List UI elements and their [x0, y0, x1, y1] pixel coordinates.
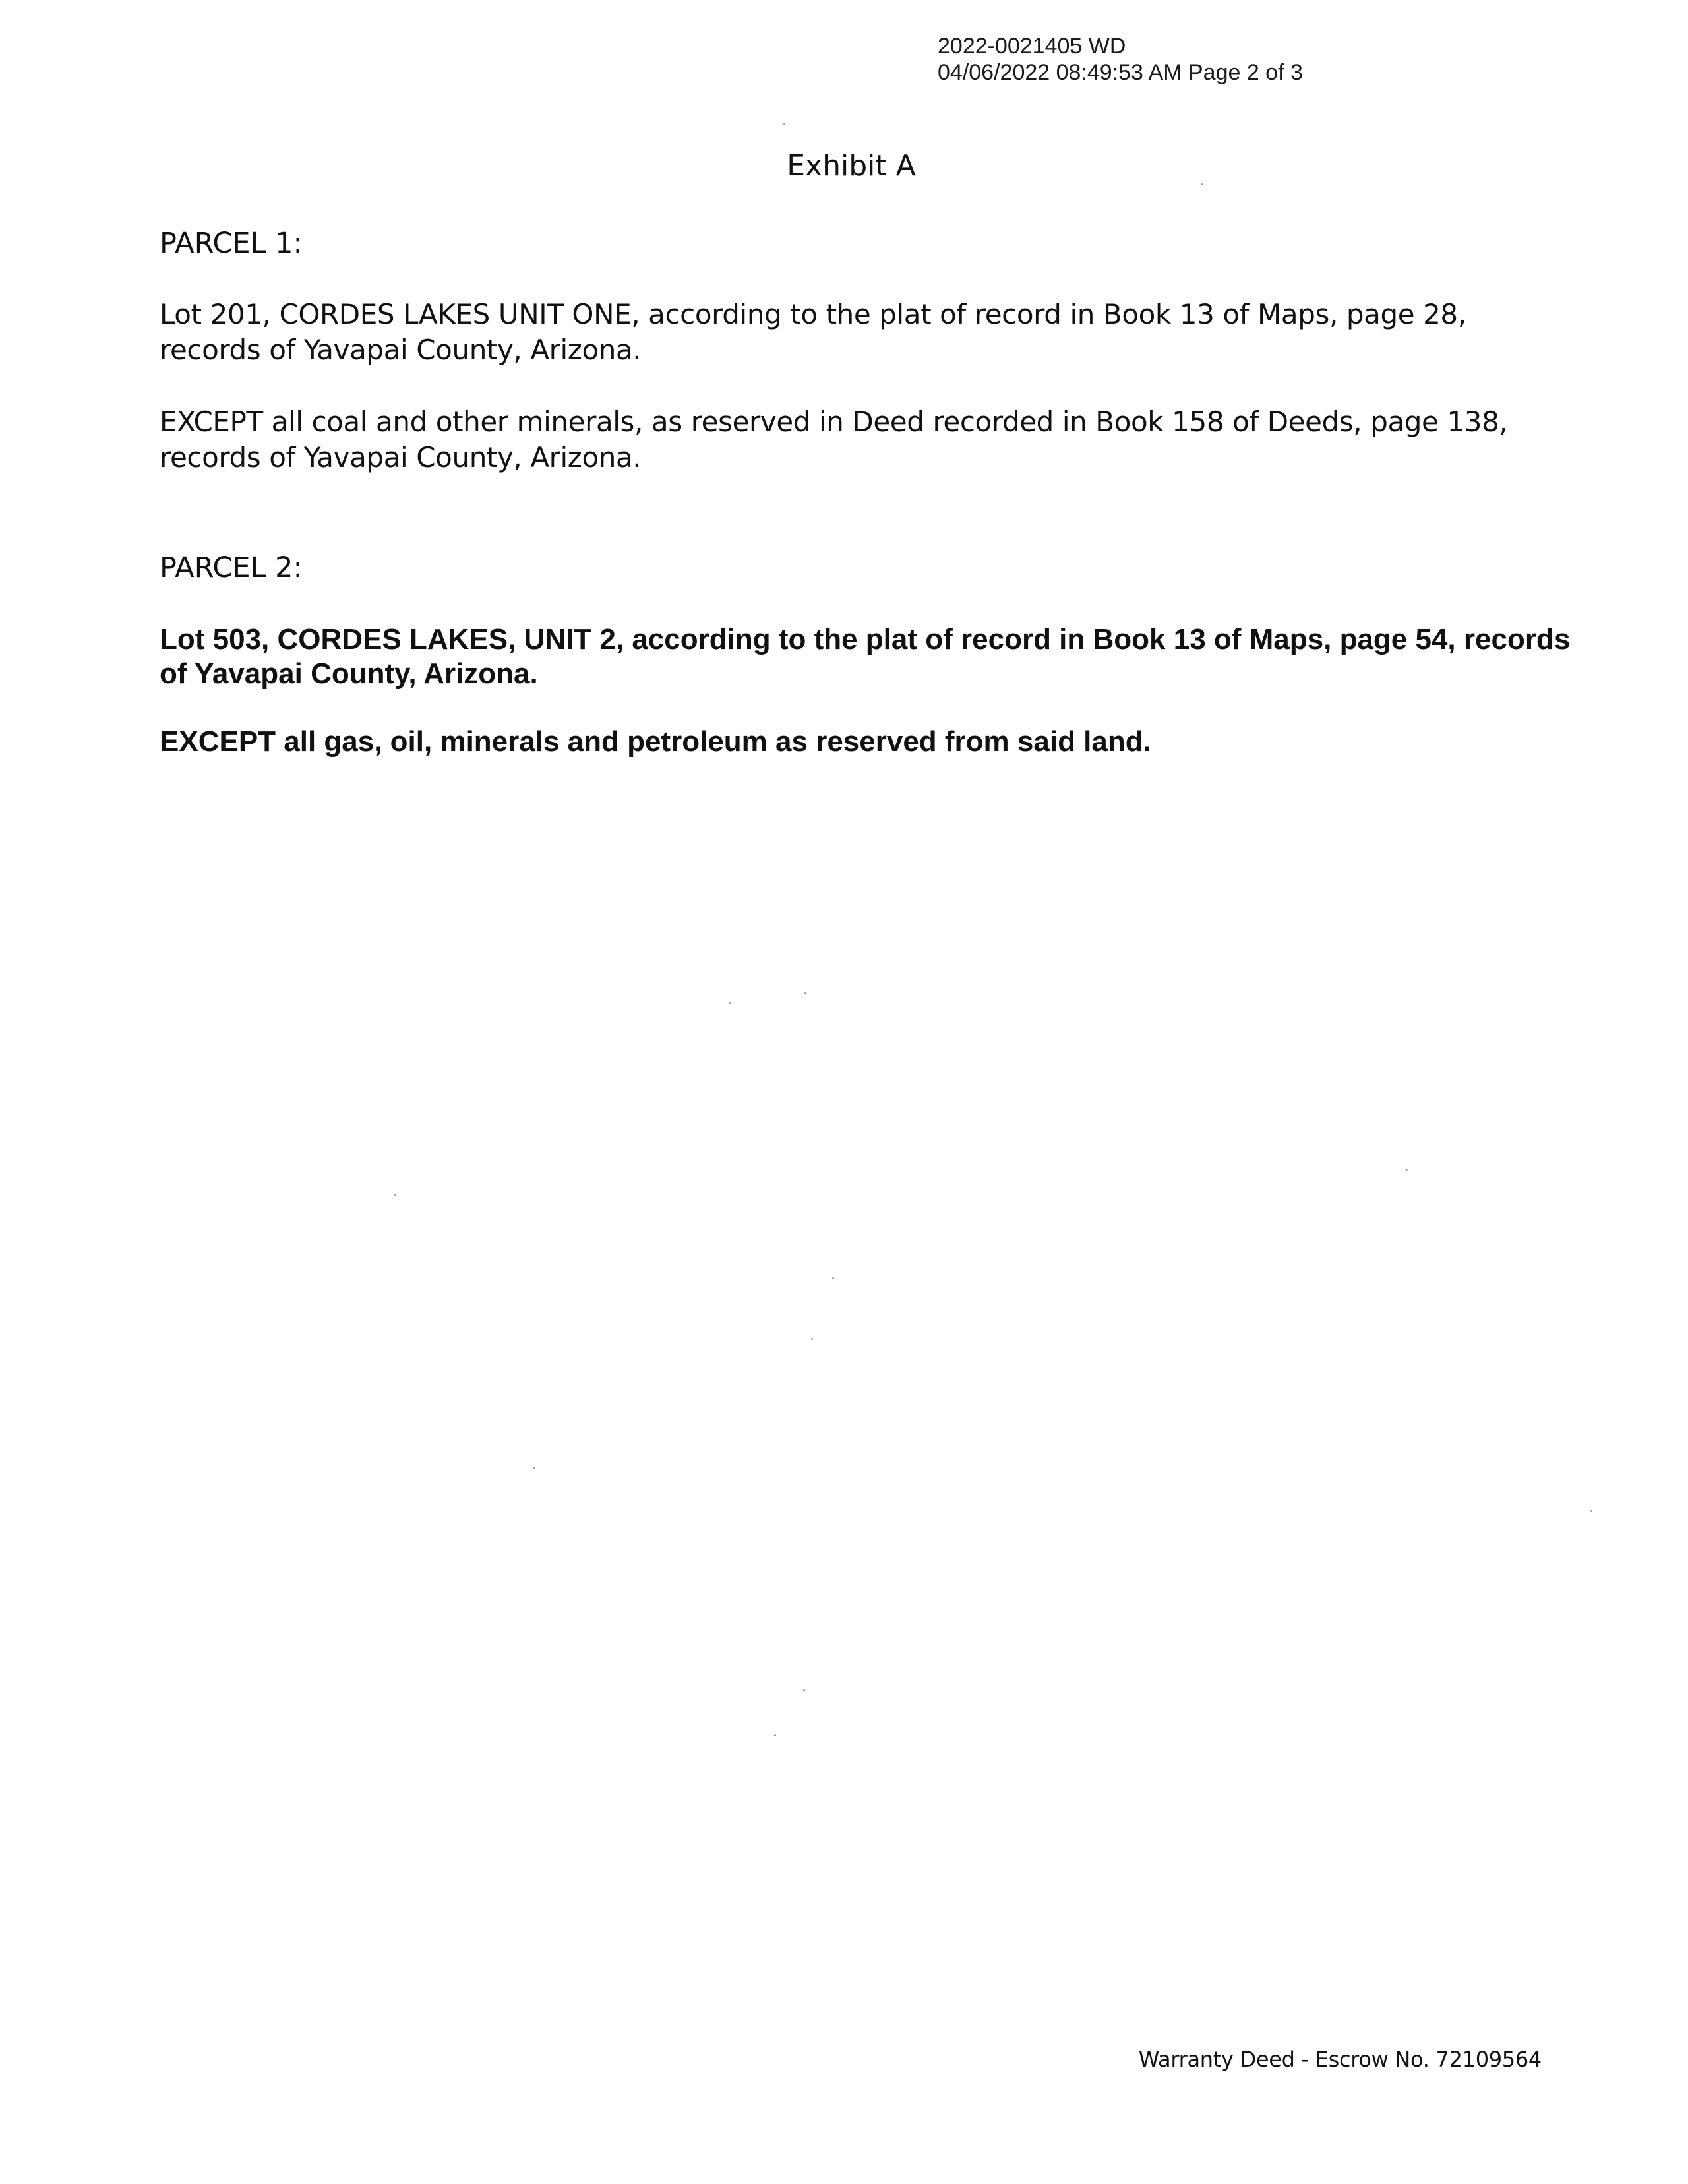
- scan-speck: [1406, 1169, 1408, 1171]
- parcel-2-heading: PARCEL 2:: [160, 551, 303, 584]
- scan-speck: [1201, 183, 1203, 185]
- scan-speck: [811, 1338, 813, 1340]
- parcel-1-exception: EXCEPT all coal and other minerals, as reserved in Deed recorded in Book 158 of Deeds, page 138, records of Yavapai County, Arizona.: [160, 406, 1508, 473]
- scan-speck: [803, 1689, 805, 1691]
- recording-number: 2022-0021405 WD: [938, 34, 1126, 59]
- scan-speck: [1590, 1510, 1592, 1512]
- scan-speck: [394, 1194, 396, 1196]
- recording-datetime-page: 04/06/2022 08:49:53 AM Page 2 of 3: [938, 60, 1303, 85]
- parcel-1-heading: PARCEL 1:: [160, 227, 303, 260]
- scan-speck: [832, 1277, 834, 1279]
- parcel-1-description: Lot 201, CORDES LAKES UNIT ONE, according to the plat of record in Book 13 of Maps, page 28, records of Yavapai County, Arizona.: [160, 298, 1466, 366]
- scan-speck: [533, 1467, 535, 1469]
- exhibit-title: Exhibit A: [787, 149, 916, 183]
- scan-speck: [729, 1002, 731, 1004]
- recording-stamp: [938, 33, 1303, 86]
- document-footer: Warranty Deed - Escrow No. 72109564: [1138, 2047, 1542, 2072]
- scan-speck: [804, 992, 806, 994]
- parcel-2-exception: EXCEPT all gas, oil, minerals and petroleum as reserved from said land.: [160, 725, 1151, 758]
- scan-speck: [774, 1734, 776, 1736]
- scan-speck: [783, 123, 785, 125]
- parcel-2-description: Lot 503, CORDES LAKES, UNIT 2, according to the plat of record in Book 13 of Maps, page 54, records of Yavapai County, Arizona.: [160, 623, 1571, 690]
